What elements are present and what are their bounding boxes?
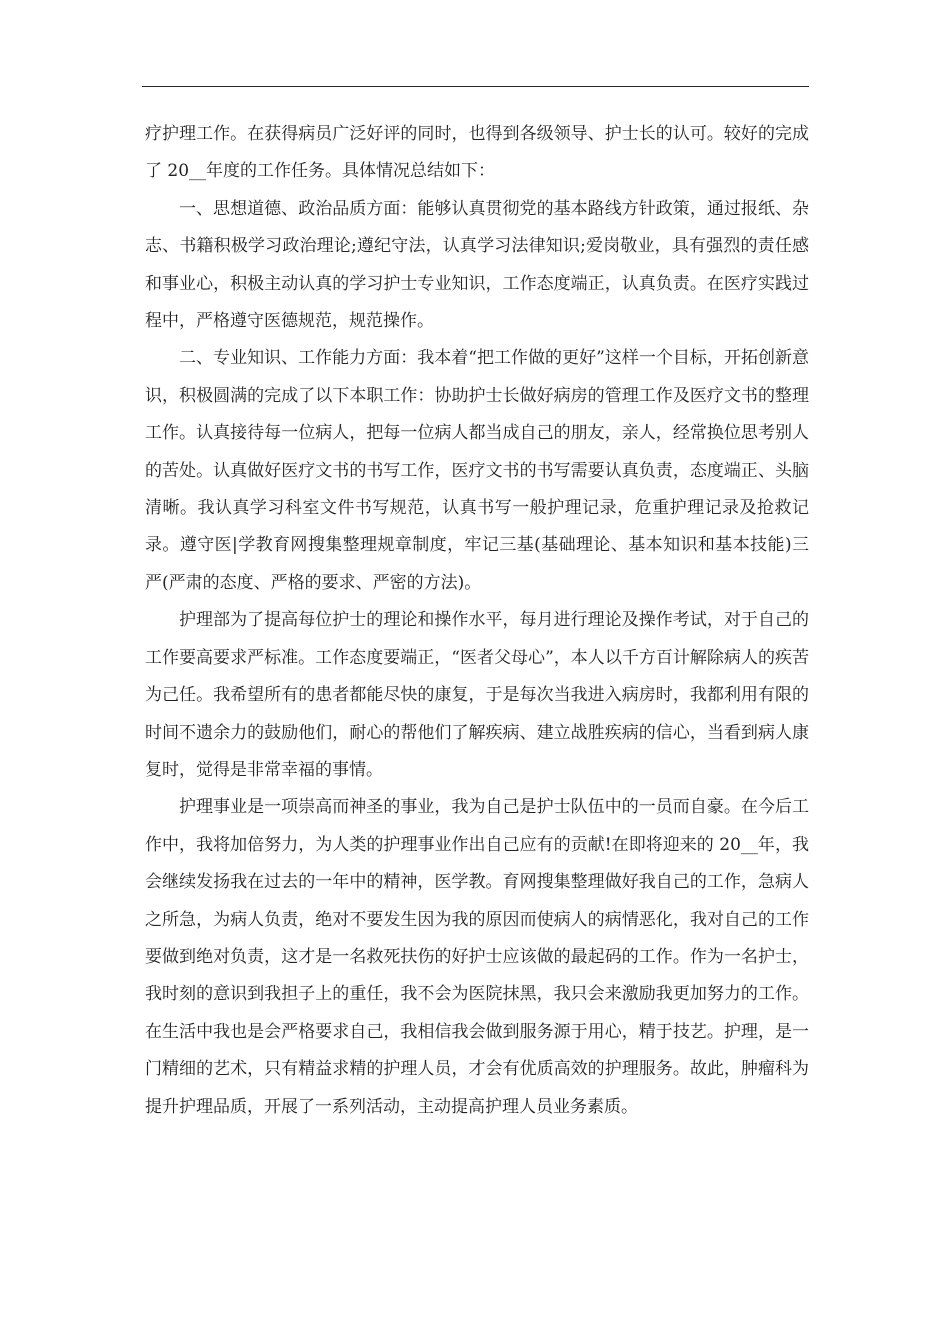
paragraph-training: 护理部为了提高每位护士的理论和操作水平，每月进行理论及操作考试，对于自己的工作要高要求严标准。工作态度要端正，“医者父母心”，本人以千方百计解除病人的疾苦为己任。我希望所有的患者都能尽快的康复，于是每次当我进入病房时，我都利用有限的时间不遗余力的鼓励他们，耐心的帮他们了解疾病、建立战胜疾病的信心，当看到病人康复时，觉得是非常幸福的事情。 bbox=[145, 610, 809, 780]
document-body bbox=[145, 116, 809, 1126]
paragraph-career: 护理事业是一项崇高而神圣的事业，我为自己是护士队伍中的一员而自豪。在今后工作中，我将加倍努力，为人类的护理事业作出自己应有的贡献!在即将迎来的 20__年，我会继续发扬我在过去的一年中的精神，医学教。育网搜集整理做好我自己的工作，急病人之所急，为病人负责，绝对不要发生因为我的原因而使病人的病情恶化，我对自己的工作要做到绝对负责，这才是一名救死扶伤的好护士应该做的最起码的工作。作为一名护士，我时刻的意识到我担子上的重任，我不会为医院抹黑，我只会来激励我更加努力的工作。在生活中我也是会严格要求自己，我相信我会做到服务源于用心，精于技艺。护理，是一门精细的艺术，只有精益求精的护理人员，才会有优质高效的护理服务。故此，肿瘤科为提升护理品质，开展了一系列活动，主动提高护理人员业务素质。 bbox=[145, 797, 809, 1117]
paragraph-intro: 疗护理工作。在获得病员广泛好评的同时，也得到各级领导、护士长的认可。较好的完成了 20__年度的工作任务。具体情况总结如下： bbox=[145, 124, 809, 182]
paragraph-ideology: 一、思想道德、政治品质方面：能够认真贯彻党的基本路线方针政策，通过报纸、杂志、书籍积极学习政治理论;遵纪守法，认真学习法律知识;爱岗敬业，具有强烈的责任感和事业心，积极主动认真的学习护士专业知识，工作态度端正，认真负责。在医疗实践过程中，严格遵守医德规范，规范操作。 bbox=[145, 198, 809, 332]
paragraph-professional: 二、专业知识、工作能力方面：我本着“把工作做的更好”这样一个目标，开拓创新意识，积极圆满的完成了以下本职工作：协助护士长做好病房的管理工作及医疗文书的整理工作。认真接待每一位病人，把每一位病人都当成自己的朋友，亲人，经常换位思考别人的苦处。认真做好医疗文书的书写工作，医疗文书的书写需要认真负责，态度端正、头脑清晰。我认真学习科室文件书写规范，认真书写一般护理记录，危重护理记录及抢救记录。遵守医|学教育网搜集整理规章制度，牢记三基(基础理论、基本知识和基本技能)三严(严肃的态度、严格的要求、严密的方法)。 bbox=[145, 348, 809, 593]
header-rule bbox=[142, 86, 809, 87]
